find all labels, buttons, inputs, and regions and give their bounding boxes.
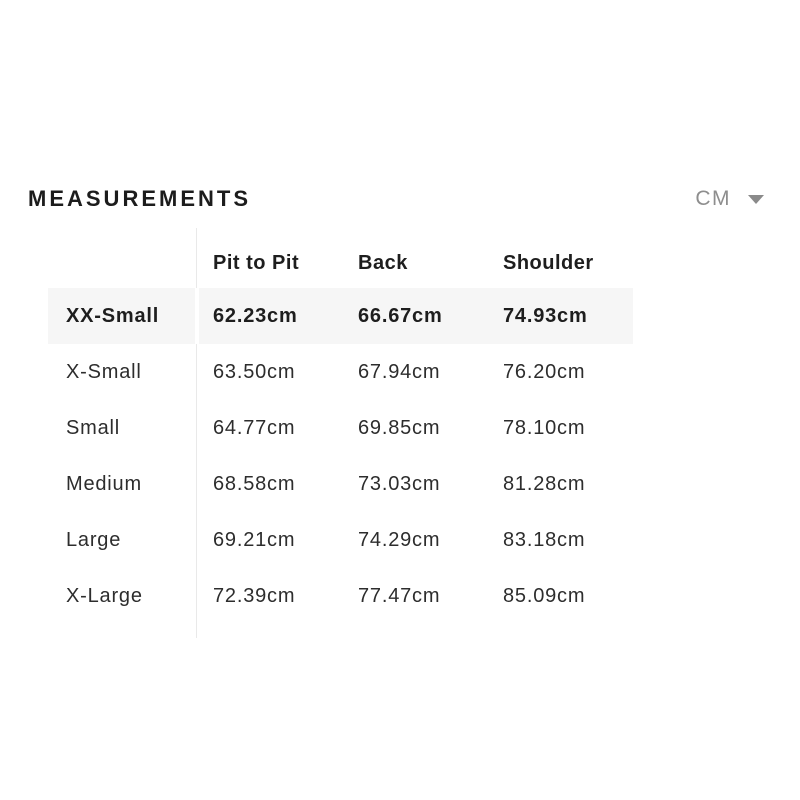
shoulder-value: 83.18cm bbox=[503, 528, 586, 551]
page-title: MEASUREMENTS bbox=[28, 186, 252, 211]
size-row-values bbox=[199, 512, 633, 568]
size-label: X-Small bbox=[66, 360, 142, 383]
size-row-values bbox=[199, 288, 633, 344]
size-row-large[interactable] bbox=[48, 512, 633, 568]
size-row-values bbox=[199, 400, 633, 456]
size-label: Large bbox=[66, 528, 122, 551]
size-label: XX-Small bbox=[48, 288, 195, 344]
size-label: Small bbox=[66, 416, 121, 439]
size-column-spacer bbox=[48, 238, 195, 288]
back-value: 67.94cm bbox=[358, 360, 441, 383]
shoulder-value: 85.09cm bbox=[503, 584, 586, 607]
measurements-table bbox=[48, 228, 633, 624]
pit-to-pit-value: 68.58cm bbox=[213, 472, 296, 495]
back-value: 74.29cm bbox=[358, 528, 441, 551]
column-header-back: Back bbox=[358, 251, 408, 274]
shoulder-value: 78.10cm bbox=[503, 416, 586, 439]
column-header-pit-to-pit: Pit to Pit bbox=[213, 251, 300, 274]
pit-to-pit-value: 72.39cm bbox=[213, 584, 296, 607]
pit-to-pit-value: 64.77cm bbox=[213, 416, 296, 439]
size-row-x-small[interactable] bbox=[48, 344, 633, 400]
back-value: 69.85cm bbox=[358, 416, 441, 439]
column-header-shoulder: Shoulder bbox=[503, 251, 594, 274]
table-header-row bbox=[48, 228, 633, 288]
back-value: 66.67cm bbox=[358, 304, 443, 327]
column-headers bbox=[199, 238, 633, 288]
unit-selector-dropdown[interactable] bbox=[695, 187, 764, 211]
size-label: X-Large bbox=[66, 584, 143, 607]
back-value: 77.47cm bbox=[358, 584, 441, 607]
pit-to-pit-value: 69.21cm bbox=[213, 528, 296, 551]
size-row-values bbox=[199, 568, 633, 624]
unit-value: CM bbox=[695, 187, 731, 210]
size-label: Medium bbox=[66, 472, 142, 495]
size-row-medium[interactable] bbox=[48, 456, 633, 512]
shoulder-value: 76.20cm bbox=[503, 360, 586, 383]
back-value: 73.03cm bbox=[358, 472, 441, 495]
size-row-xx-small[interactable] bbox=[48, 288, 633, 344]
shoulder-value: 81.28cm bbox=[503, 472, 586, 495]
size-row-values bbox=[199, 344, 633, 400]
size-row-values bbox=[199, 456, 633, 512]
size-row-x-large[interactable] bbox=[48, 568, 633, 624]
size-row-small[interactable] bbox=[48, 400, 633, 456]
pit-to-pit-value: 63.50cm bbox=[213, 360, 296, 383]
caret-down-icon bbox=[748, 195, 764, 204]
shoulder-value: 74.93cm bbox=[503, 304, 588, 327]
measurements-header bbox=[28, 184, 764, 214]
pit-to-pit-value: 62.23cm bbox=[213, 304, 298, 327]
